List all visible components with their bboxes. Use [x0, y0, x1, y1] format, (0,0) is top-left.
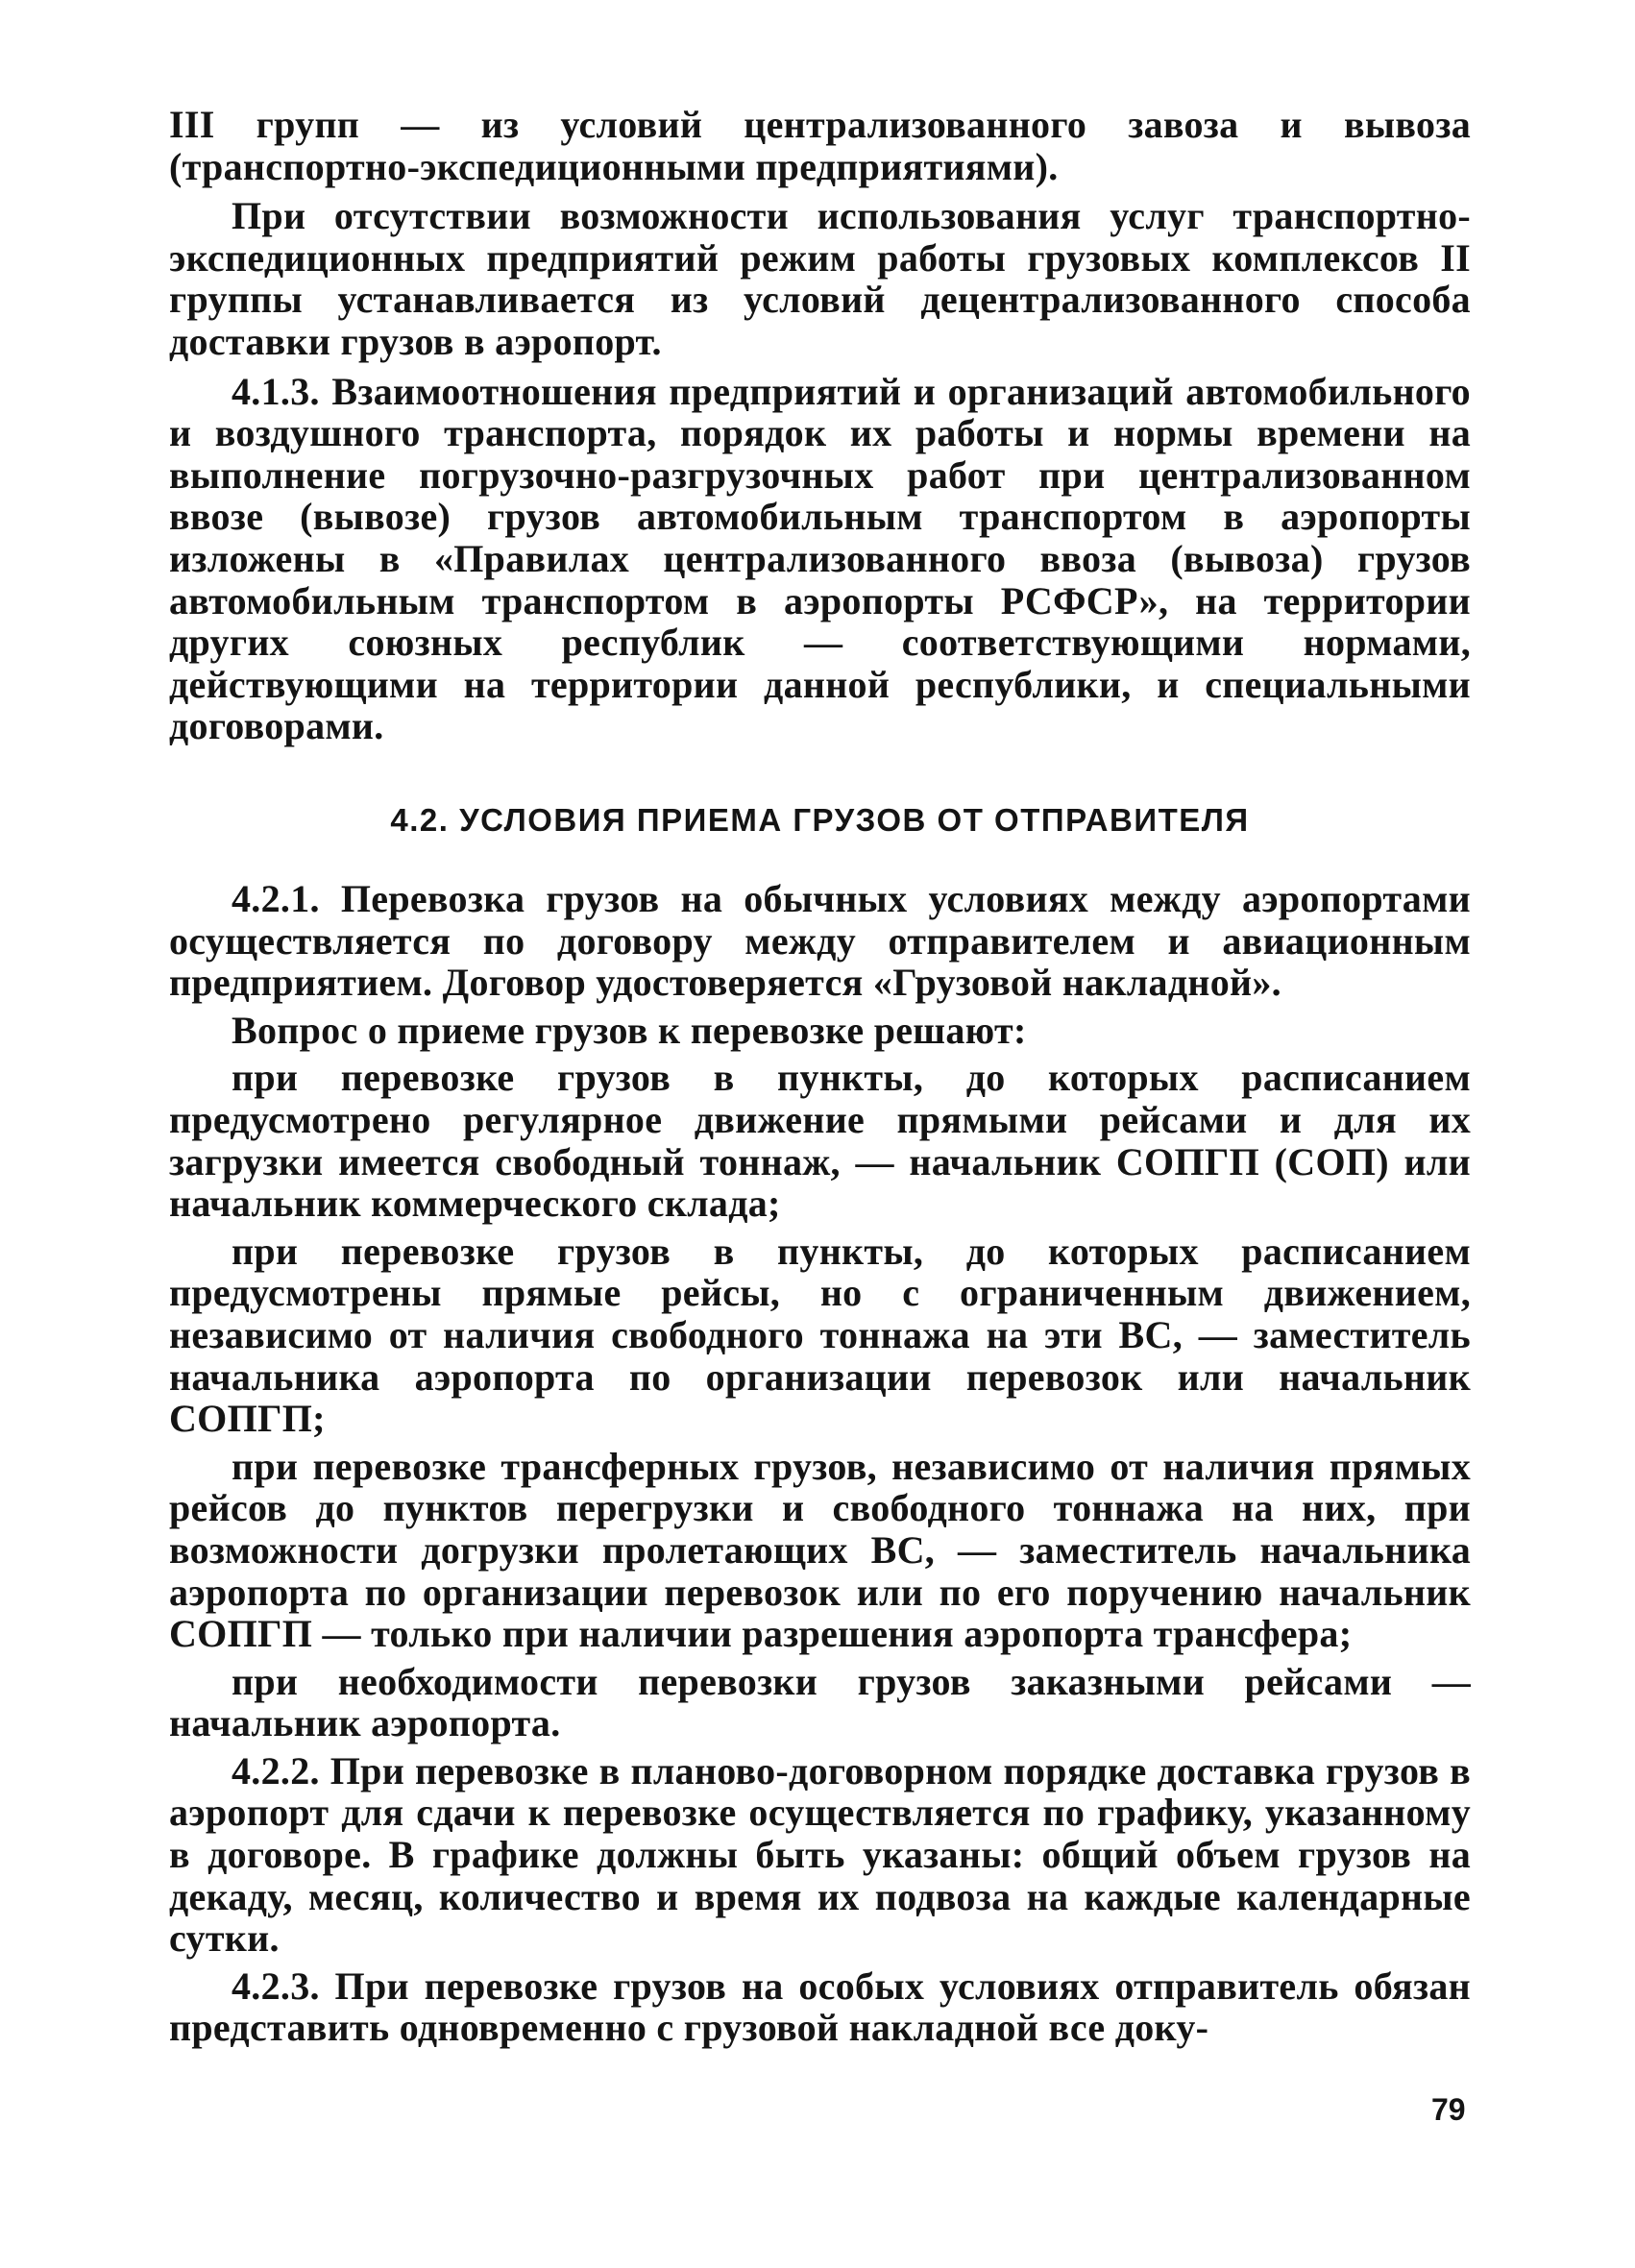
bottom-text-block [169, 878, 1471, 2049]
top-text-block [169, 104, 1471, 747]
paragraph-question: Вопрос о приеме грузов к перевозке решают: [232, 1008, 1027, 1052]
paragraph-limited-flights: при перевозке грузов в пункты, до которых расписанием предусмотрены прямые рейсы, но с ограниченным движением, независимо от наличия свободного тоннажа на эти ВС, — заместитель начальника аэропорта по организации перевозок или начальник СОПГП; [169, 1229, 1471, 1441]
paragraph-charter-flights: при необходимости перевозки грузов заказными рейсами — начальник аэропорта. [169, 1659, 1471, 1745]
paragraph-4-2-1: 4.2.1. Перевозка грузов на обычных условиях между аэропортами осуществляется по договору между отправителем и авиационным предприятием. Договор удостоверяется «Грузовой накладной». [169, 877, 1471, 1005]
page-number: 79 [1431, 2092, 1466, 2127]
paragraph-regular-flights: при перевозке грузов в пункты, до которых расписанием предусмотрено регулярное движение прямыми рейсами и для их загрузки имеется свободный тоннаж, — начальник СОПГП (СОП) или начальник коммерческого склада; [169, 1056, 1471, 1226]
section-heading: 4.2. УСЛОВИЯ ПРИЕМА ГРУЗОВ ОТ ОТПРАВИТЕЛЯ [390, 802, 1250, 838]
paragraph-4-1-3: 4.1.3. Взаимоотношения предприятий и организаций автомобильного и воздушного транспорта, порядок их работы и нормы времени на выполнение погрузочно-разгрузочных работ при централизованном ввозе (вывозе) грузов автомобильным транспортом в аэропорты изложены в «Правилах централизованного ввоза (вывоза) грузов автомобильным транспортом в аэропорты РСФСР», на территории других союзных республик — соответствующими нормами, действующими на территории данной республики, и специальными договорами. [169, 369, 1471, 748]
paragraph-continuation: III групп — из условий централизованного завоза и вывоза (транспортно-экспедиционными предприятиями). [169, 103, 1471, 188]
paragraph-4-2-2: 4.2.2. При перевозке в планово-договорном порядке доставка грузов в аэропорт для сдачи к перевозке осуществляется по графику, указанному в договоре. В графике должны быть указаны: общий объем грузов на декаду, месяц, количество и время их подвоза на каждые календарные сутки. [169, 1748, 1471, 1961]
paragraph-transfer-cargo: при перевозке трансферных грузов, независимо от наличия прямых рейсов до пунктов перегрузки и свободного тоннажа на них, при возможности догрузки пролетающих ВС, — заместитель начальника аэропорта по организации перевозок или по его поручению начальник СОПГП — только при наличии разрешения аэропорта трансфера; [169, 1444, 1471, 1656]
paragraph-4-2-3: 4.2.3. При перевозке грузов на особых условиях отправитель обязан представить одновременно с грузовой накладной все доку- [169, 1963, 1471, 2050]
paragraph-no-expedition: При отсутствии возможности использования услуг транспортно-экспедиционных предприятий режим работы грузовых комплексов II группы устанавливается из условий децентрализованного способа доставки грузов в аэропорт. [169, 194, 1471, 363]
